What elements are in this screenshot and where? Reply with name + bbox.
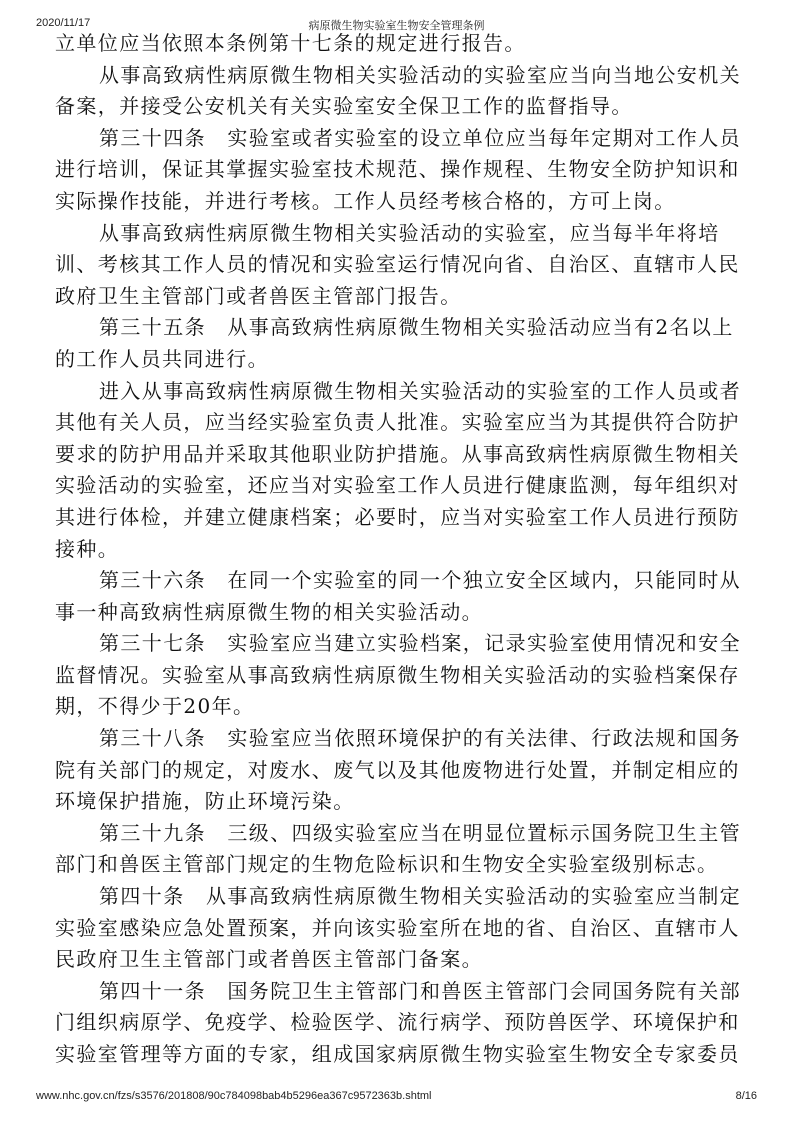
text-line: 院有关部门的规定，对废水、废气以及其他废物进行处置，并制定相应的	[55, 757, 740, 782]
document-body	[55, 28, 755, 1071]
print-date: 2020/11/17	[36, 17, 91, 29]
text-line: 备案，并接受公安机关有关实验室安全保卫工作的监督指导。	[55, 94, 633, 119]
text-line: 其进行体检，并建立健康档案；必要时，应当对实验室工作人员进行预防	[55, 504, 740, 529]
text-line: 接种。	[55, 536, 120, 561]
text-line: 第三十六条 在同一个实验室的同一个独立安全区域内，只能同时从	[99, 568, 741, 593]
text-line: 训、考核其工作人员的情况和实验室运行情况向省、自治区、直辖市人民	[55, 252, 740, 277]
text-line: 第三十五条 从事高致病性病原微生物相关实验活动应当有2名以上	[99, 315, 734, 340]
text-line: 实验室管理等方面的专家，组成国家病原微生物实验室生物安全专家委员	[55, 1042, 740, 1066]
text-line: 监督情况。实验室从事高致病性病原微生物相关实验活动的实验档案保存	[55, 662, 740, 687]
text-line: 门组织病原学、免疫学、检验医学、流行病学、预防兽医学、环境保护和	[55, 1010, 740, 1035]
text-line: 立单位应当依照本条例第十七条的规定进行报告。	[55, 31, 526, 55]
page-number: 8/16	[735, 1090, 757, 1102]
text-line: 第三十四条 实验室或者实验室的设立单位应当每年定期对工作人员	[99, 125, 741, 150]
text-line: 第四十条 从事高致病性病原微生物相关实验活动的实验室应当制定	[99, 884, 741, 909]
text-line: 部门和兽医主管部门规定的生物危险标识和生物安全实验室级别标志。	[55, 852, 719, 877]
text-line: 其他有关人员，应当经实验室负责人批准。实验室应当为其提供符合防护	[55, 410, 740, 435]
text-line: 进入从事高致病性病原微生物相关实验活动的实验室的工作人员或者	[99, 378, 741, 403]
text-line: 从事高致病性病原微生物相关实验活动的实验室，应当每半年将培	[99, 220, 720, 245]
text-line: 进行培训，保证其掌握实验室技术规范、操作规程、生物安全防护知识和	[55, 157, 740, 182]
text-line: 要求的防护用品并采取其他职业防护措施。从事高致病性病原微生物相关	[55, 441, 740, 466]
text-line: 实验活动的实验室，还应当对实验室工作人员进行健康监测，每年组织对	[55, 473, 740, 498]
text-line: 环境保护措施，防止环境污染。	[55, 789, 355, 814]
text-line: 第三十八条 实验室应当依照环境保护的有关法律、行政法规和国务	[99, 726, 741, 751]
text-line: 实际操作技能，并进行考核。工作人员经考核合格的，方可上岗。	[55, 188, 676, 213]
text-line: 第四十一条 国务院卫生主管部门和兽医主管部门会同国务院有关部	[99, 978, 741, 1003]
text-line: 的工作人员共同进行。	[55, 346, 269, 371]
text-line: 民政府卫生主管部门或者兽医主管部门备案。	[55, 947, 483, 972]
text-line: 政府卫生主管部门或者兽医主管部门报告。	[55, 283, 462, 308]
page-header-title: 病原微生物实验室生物安全管理条例	[308, 20, 485, 32]
text-line: 事一种高致病性病原微生物的相关实验活动。	[55, 599, 483, 624]
footer-url: www.nhc.gov.cn/fzs/s3576/201808/90c784098bab4b5296ea367c9572363b.shtml	[36, 1090, 432, 1102]
text-line: 第三十九条 三级、四级实验室应当在明显位置标示国务院卫生主管	[99, 820, 741, 845]
text-line: 从事高致病性病原微生物相关实验活动的实验室应当向当地公安机关	[99, 62, 741, 87]
text-line: 第三十七条 实验室应当建立实验档案，记录实验室使用情况和安全	[99, 631, 741, 656]
text-line: 期，不得少于20年。	[55, 694, 255, 719]
text-line: 实验室感染应急处置预案，并向该实验室所在地的省、自治区、直辖市人	[55, 915, 740, 940]
